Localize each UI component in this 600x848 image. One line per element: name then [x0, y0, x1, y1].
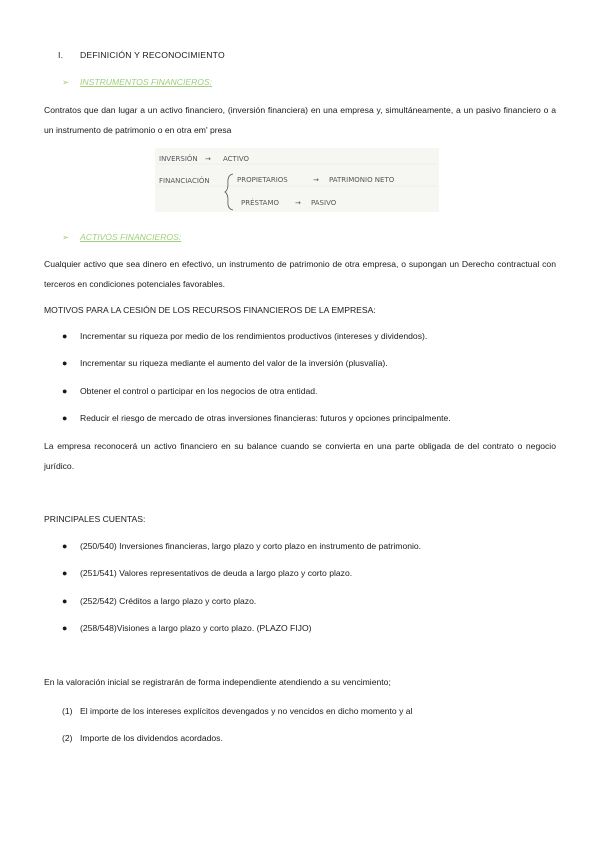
cuentas-item: (252/542) Créditos a largo plazo y corto plazo.	[80, 596, 257, 606]
section-title: DEFINICIÓN Y RECONOCIMIENTO	[80, 50, 225, 60]
diagram-branch2-right: PASIVO	[311, 199, 337, 207]
cuentas-item: (258/548)Visiones a largo plazo y corto plazo. (PLAZO FIJO)	[80, 623, 312, 633]
valoracion-item-number: (1)	[62, 706, 73, 716]
motivos-item: Reducir el riesgo de mercado de otras inversiones financieras: futuros y opciones principalmente.	[80, 413, 451, 423]
activos-paragraph: Cualquier activo que sea dinero en efectivo, un instrumento de patrimonio de otra empresa, o supongan un Derecho contractual con terceros en condiciones potenciales favorables.	[44, 259, 556, 289]
diagram-branch1-left: PROPIETARIOS	[237, 176, 288, 184]
valoracion-item-text: Importe de los dividendos acordados.	[80, 733, 223, 743]
motivos-item: Incrementar su riqueza mediante el aumento del valor de la inversión (plusvalía).	[80, 358, 388, 368]
bullet-icon: ●	[62, 623, 68, 633]
bullet-icon: ●	[62, 358, 68, 368]
arrow-marker-icon: ➢	[62, 232, 70, 242]
section-number: I.	[58, 50, 64, 60]
diagram-row1-left: INVERSIÓN	[159, 155, 198, 163]
bullet-icon: ●	[62, 596, 68, 606]
motivos-item: Incrementar su riqueza por medio de los rendimientos productivos (intereses y dividendos).	[80, 331, 428, 341]
motivos-item: Obtener el control o participar en los negocios de otra entidad.	[80, 386, 318, 396]
cuentas-item: (251/541) Valores representativos de deuda a largo plazo y corto plazo.	[80, 568, 353, 578]
cuentas-item: (250/540) Inversiones financieras, largo plazo y corto plazo en instrumento de patrimonio.	[80, 541, 422, 551]
valoracion-intro: En la valoración inicial se registrarán de forma independiente atendiendo a su vencimiento;	[44, 677, 391, 687]
diagram-arrow-1: →	[205, 155, 211, 163]
bullet-icon: ●	[62, 386, 68, 396]
instrumentos-title: INSTRUMENTOS FINANCIEROS:	[80, 77, 213, 87]
bullet-icon: ●	[62, 568, 68, 578]
diagram-arrow-3: →	[295, 199, 301, 207]
bullet-icon: ●	[62, 413, 68, 423]
valoracion-item-text: El importe de los intereses explícitos devengados y no vencidos en dicho momento y al	[80, 706, 413, 716]
handwritten-diagram	[155, 148, 439, 212]
diagram-row1-right: ACTIVO	[223, 155, 250, 163]
diagram-branch1-right: PATRIMONIO NETO	[329, 176, 395, 184]
motivos-title: MOTIVOS PARA LA CESIÓN DE LOS RECURSOS FINANCIEROS DE LA EMPRESA:	[44, 305, 376, 315]
valoracion-item-number: (2)	[62, 733, 73, 743]
activos-title: ACTIVOS FINANCIEROS:	[80, 232, 182, 242]
reconoce-paragraph: La empresa reconocerá un activo financiero en su balance cuando se convierta en una parte obligada de del contrato o negocio jurídico.	[44, 441, 556, 471]
cuentas-title: PRINCIPALES CUENTAS:	[44, 514, 146, 524]
diagram-row2-left: FINANCIACIÓN	[159, 177, 210, 185]
instrumentos-paragraph: Contratos que dan lugar a un activo financiero, (inversión financiera) en una empresa y, simultáneamente, a un pasivo financiero o a un instrumento de patrimonio o en otra em' presa	[44, 105, 556, 135]
bullet-icon: ●	[62, 541, 68, 551]
bullet-icon: ●	[62, 331, 68, 341]
diagram-arrow-2: →	[313, 176, 319, 184]
diagram-branch2-left: PRÉSTAMO	[241, 199, 280, 207]
arrow-marker-icon: ➢	[62, 77, 70, 87]
